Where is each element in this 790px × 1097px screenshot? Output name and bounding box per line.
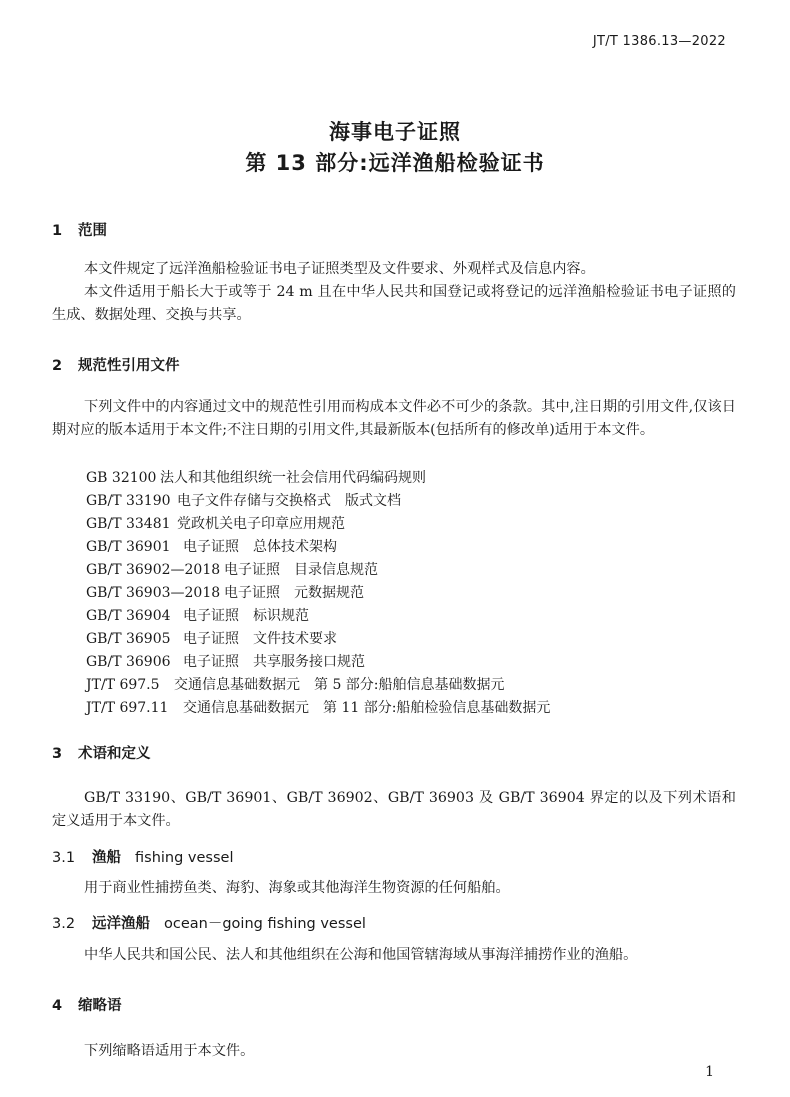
term-chinese: 渔船 <box>92 850 121 866</box>
page-number: 1 <box>705 1064 714 1080</box>
section-1-heading <box>52 219 107 240</box>
section-1-paragraph-1: 本文件规定了远洋渔船检验证书电子证照类型及文件要求、外观样式及信息内容。 <box>84 261 595 277</box>
reference-title: 法人和其他组织统一社会信用代码编码规则 <box>160 470 426 486</box>
term-chinese: 远洋渔船 <box>92 916 150 932</box>
section-title: 术语和定义 <box>78 746 151 762</box>
section-4-heading <box>52 994 122 1015</box>
reference-item <box>86 467 426 487</box>
reference-item <box>86 582 364 602</box>
reference-code: JT/T 697.11 <box>86 700 169 716</box>
reference-title: 电子证照 标识规范 <box>183 608 309 624</box>
reference-code: GB/T 36903—2018 <box>86 585 221 601</box>
reference-title: 党政机关电子印章应用规范 <box>177 516 345 532</box>
section-number: 3 <box>52 746 63 762</box>
reference-item <box>86 536 337 556</box>
reference-item <box>86 513 345 533</box>
reference-code: GB/T 36906 <box>86 654 171 670</box>
reference-item <box>86 674 505 694</box>
reference-code: JT/T 697.5 <box>86 677 160 693</box>
reference-code: GB 32100 <box>86 470 157 486</box>
section-3-intro: GB/T 33190、GB/T 36901、GB/T 36902、GB/T 36903 及 GB/T 36904 界定的以及下列术语和定义适用于本文件。 <box>52 790 736 829</box>
section-4-intro: 下列缩略语适用于本文件。 <box>84 1043 255 1059</box>
reference-item <box>86 605 309 625</box>
section-1-paragraph-2: 本文件适用于船长大于或等于 24 m 且在中华人民共和国登记或将登记的远洋渔船检验证书电子证照的生成、数据处理、交换与共享。 <box>52 284 736 323</box>
reference-code: GB/T 36904 <box>86 608 171 624</box>
term-3-1-heading <box>52 846 233 867</box>
term-number: 3.1 <box>52 850 76 866</box>
reference-item <box>86 697 550 717</box>
reference-title: 电子文件存储与交换格式 版式文档 <box>177 493 401 509</box>
term-3-2-definition: 中华人民共和国公民、法人和其他组织在公海和他国管辖海域从事海洋捕捞作业的渔船。 <box>84 947 638 963</box>
reference-item <box>86 651 365 671</box>
term-english: ocean－going fishing vessel <box>164 916 366 932</box>
reference-code: GB/T 36901 <box>86 539 171 555</box>
term-3-1-definition: 用于商业性捕捞鱼类、海豹、海象或其他海洋生物资源的任何船舶。 <box>84 880 510 896</box>
term-number: 3.2 <box>52 916 76 932</box>
reference-code: GB/T 33190 <box>86 493 171 509</box>
section-title: 规范性引用文件 <box>78 358 180 374</box>
reference-title: 电子证照 目录信息规范 <box>224 562 378 578</box>
reference-title: 电子证照 总体技术架构 <box>183 539 337 555</box>
document-title-line2: 第 13 部分:远洋渔船检验证书 <box>245 151 545 175</box>
section-number: 1 <box>52 223 63 239</box>
reference-code: GB/T 36905 <box>86 631 171 647</box>
reference-item <box>86 628 337 648</box>
reference-title: 交通信息基础数据元 第 11 部分:船舶检验信息基础数据元 <box>183 700 551 716</box>
term-english: fishing vessel <box>135 850 234 866</box>
section-2-intro: 下列文件中的内容通过文中的规范性引用而构成本文件必不可少的条款。其中,注日期的引用文件,仅该日期对应的版本适用于本文件;不注日期的引用文件,其最新版本(包括所有的修改单)适用于本文件。 <box>52 399 736 438</box>
reference-title: 电子证照 元数据规范 <box>224 585 364 601</box>
section-title: 缩略语 <box>78 998 122 1014</box>
section-2-heading <box>52 354 180 375</box>
reference-title: 电子证照 文件技术要求 <box>183 631 337 647</box>
term-3-2-heading <box>52 912 366 933</box>
document-title-line1: 海事电子证照 <box>329 120 461 144</box>
reference-title: 交通信息基础数据元 第 5 部分:船舶信息基础数据元 <box>174 677 505 693</box>
section-number: 2 <box>52 358 63 374</box>
reference-item <box>86 490 401 510</box>
section-title: 范围 <box>78 223 107 239</box>
reference-title: 电子证照 共享服务接口规范 <box>183 654 365 670</box>
reference-item <box>86 559 378 579</box>
reference-code: GB/T 36902—2018 <box>86 562 221 578</box>
section-3-heading <box>52 742 151 763</box>
section-number: 4 <box>52 998 63 1014</box>
standard-code: JT/T 1386.13—2022 <box>592 34 726 49</box>
reference-code: GB/T 33481 <box>86 516 171 532</box>
